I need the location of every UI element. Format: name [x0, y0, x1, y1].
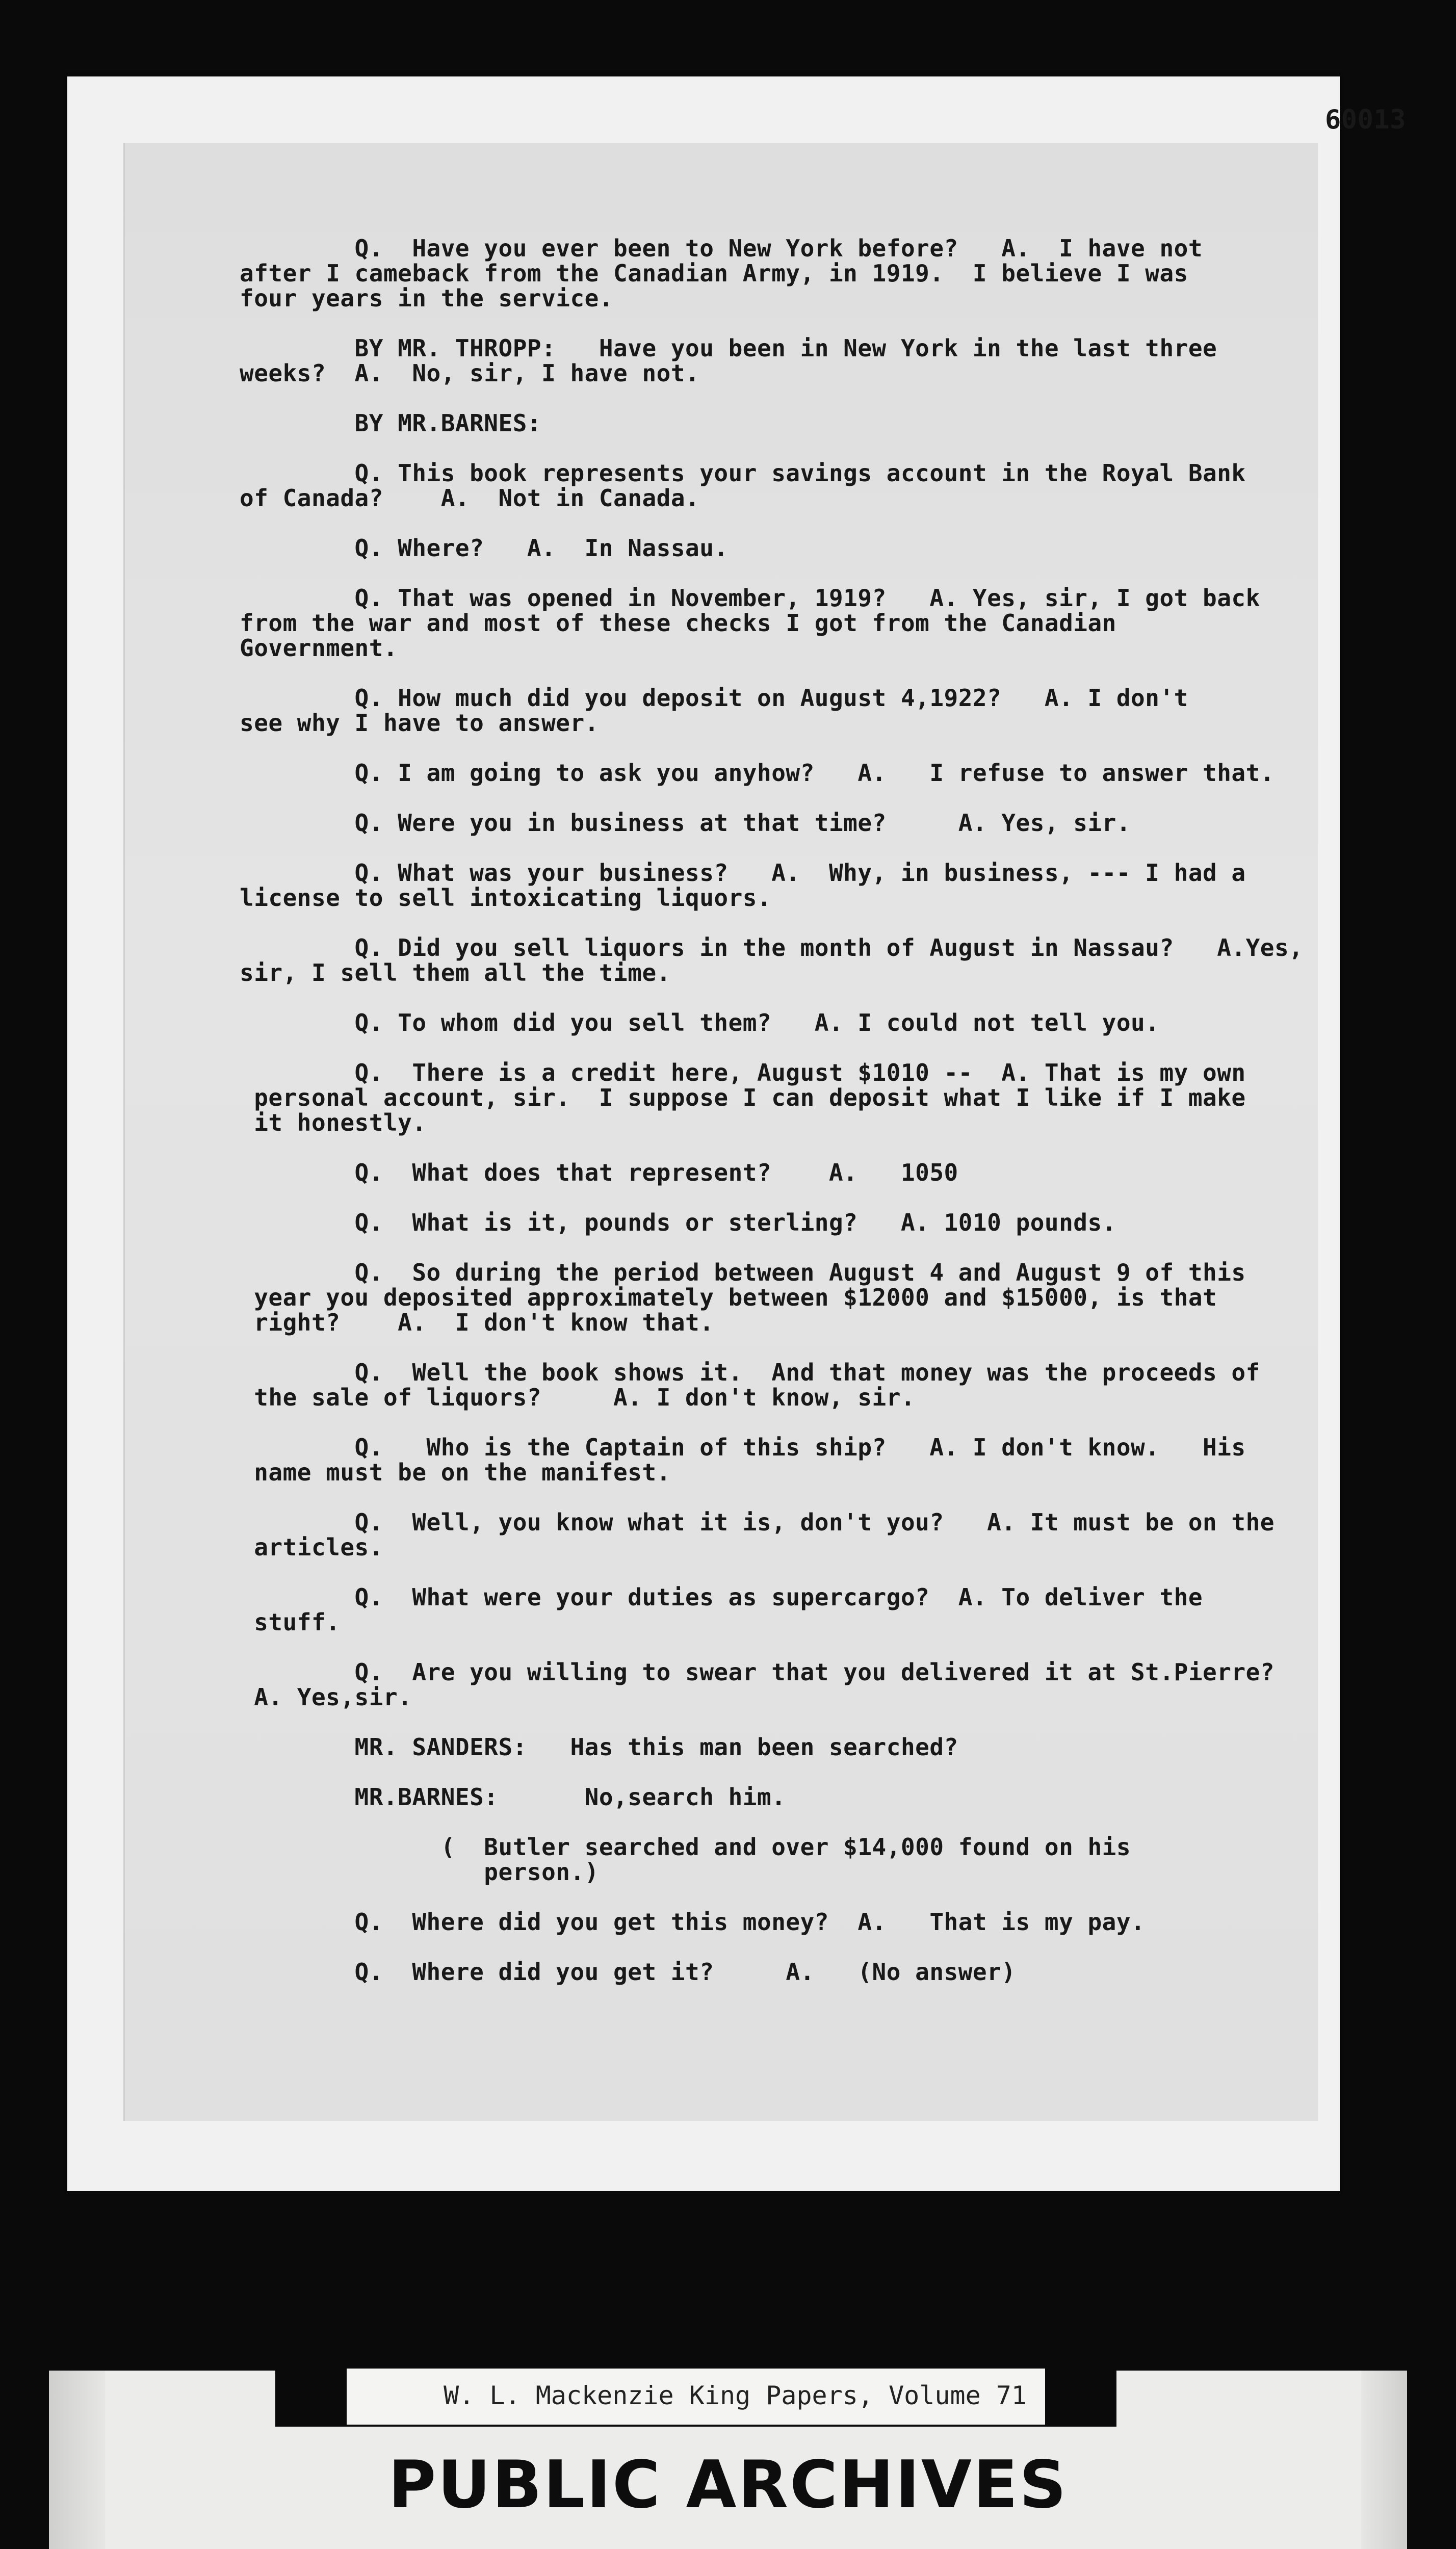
- transcript-line: Q. Well, you know what it is, don't you? A. It must be on the: [240, 1508, 1275, 1536]
- transcript-line: Q. So during the period between August 4 and August 9 of this: [240, 1259, 1246, 1286]
- transcript-line: Q. Where did you get it? A. (No answer): [240, 1958, 1016, 1986]
- transcript-line: license to sell intoxicating liquors.: [240, 884, 772, 912]
- transcript-line: stuff.: [240, 1608, 341, 1636]
- transcript-line: MR.BARNES: No,search him.: [240, 1783, 786, 1811]
- transcript-line: weeks? A. No, sir, I have not.: [240, 359, 700, 387]
- transcript-line: see why I have to answer.: [240, 709, 599, 737]
- transcript-line: four years in the service.: [240, 284, 614, 312]
- transcript-line: A. Yes,sir.: [240, 1683, 412, 1711]
- transcript-line: Q. This book represents your savings account in the Royal Bank: [240, 459, 1246, 487]
- transcript-line: Q. Have you ever been to New York before? A. I have not: [240, 235, 1203, 262]
- transcript-line: name must be on the manifest.: [240, 1459, 671, 1486]
- transcript-line: BY MR.BARNES:: [240, 409, 542, 437]
- transcript-line: Q. Did you sell liquors in the month of August in Nassau? A.Yes,: [240, 934, 1304, 961]
- transcript-line: of Canada? A. Not in Canada.: [240, 484, 700, 512]
- transcript-line: Q. Well the book shows it. And that money was the proceeds of: [240, 1359, 1260, 1386]
- transcript-line: Q. There is a credit here, August $1010 -- A. That is my own: [240, 1059, 1246, 1086]
- label-tab: [275, 2345, 1116, 2427]
- transcript-line: articles.: [240, 1533, 383, 1561]
- transcript-line: Q. Who is the Captain of this ship? A. I don't know. His: [240, 1434, 1246, 1461]
- transcript-line: MR. SANDERS: Has this man been searched?: [240, 1733, 958, 1761]
- transcript-line: Q. Where? A. In Nassau.: [240, 534, 729, 562]
- transcript-line: Q. What was your business? A. Why, in business, --- I had a: [240, 859, 1246, 887]
- transcript-line: personal account, sir. I suppose I can deposit what I like if I make: [240, 1084, 1246, 1111]
- transcript-line: BY MR. THROPP: Have you been in New York in the last three: [240, 334, 1217, 362]
- transcript-line: Q. To whom did you sell them? A. I could not tell you.: [240, 1009, 1160, 1036]
- transcript-line: the sale of liquors? A. I don't know, sir.: [240, 1384, 916, 1411]
- transcript-line: Q. Where did you get this money? A. That is my pay.: [240, 1908, 1146, 1936]
- transcript-line: person.): [240, 1858, 599, 1886]
- transcript-line: Q. What were your duties as supercargo? A. To deliver the: [240, 1583, 1203, 1611]
- transcript-line: right? A. I don't know that.: [240, 1309, 714, 1336]
- transcript-line: Q. What does that represent? A. 1050: [240, 1159, 958, 1186]
- transcript-line: Q. How much did you deposit on August 4,1922? A. I don't: [240, 684, 1188, 712]
- transcript-line: it honestly.: [240, 1109, 427, 1136]
- transcript-line: Q. What is it, pounds or sterling? A. 1010 pounds.: [240, 1209, 1116, 1236]
- collection-strip: [347, 2369, 1045, 2425]
- transcript-line: Q. Are you willing to swear that you delivered it at St.Pierre?: [240, 1658, 1275, 1686]
- transcript-line: sir, I sell them all the time.: [240, 959, 671, 986]
- transcript-line: from the war and most of these checks I got from the Canadian: [240, 609, 1116, 637]
- transcript-line: ( Butler searched and over $14,000 found on his: [240, 1833, 1131, 1861]
- page-number: 60013: [1324, 105, 1406, 135]
- transcript-line: Government.: [240, 634, 398, 662]
- transcript-line: Q. I am going to ask you anyhow? A. I refuse to answer that.: [240, 759, 1275, 787]
- transcript-line: Q. Were you in business at that time? A. Yes, sir.: [240, 809, 1131, 837]
- transcript-line: Q. That was opened in November, 1919? A. Yes, sir, I got back: [240, 584, 1260, 612]
- transcript-line: year you deposited approximately between $12000 and $15000, is that: [240, 1284, 1217, 1311]
- archive-name-english: PUBLIC ARCHIVES: [388, 2447, 1068, 2523]
- collection-reference: W. L. Mackenzie King Papers, Volume 71: [444, 2381, 1027, 2410]
- transcript-line: after I cameback from the Canadian Army, in 1919. I believe I was: [240, 259, 1188, 287]
